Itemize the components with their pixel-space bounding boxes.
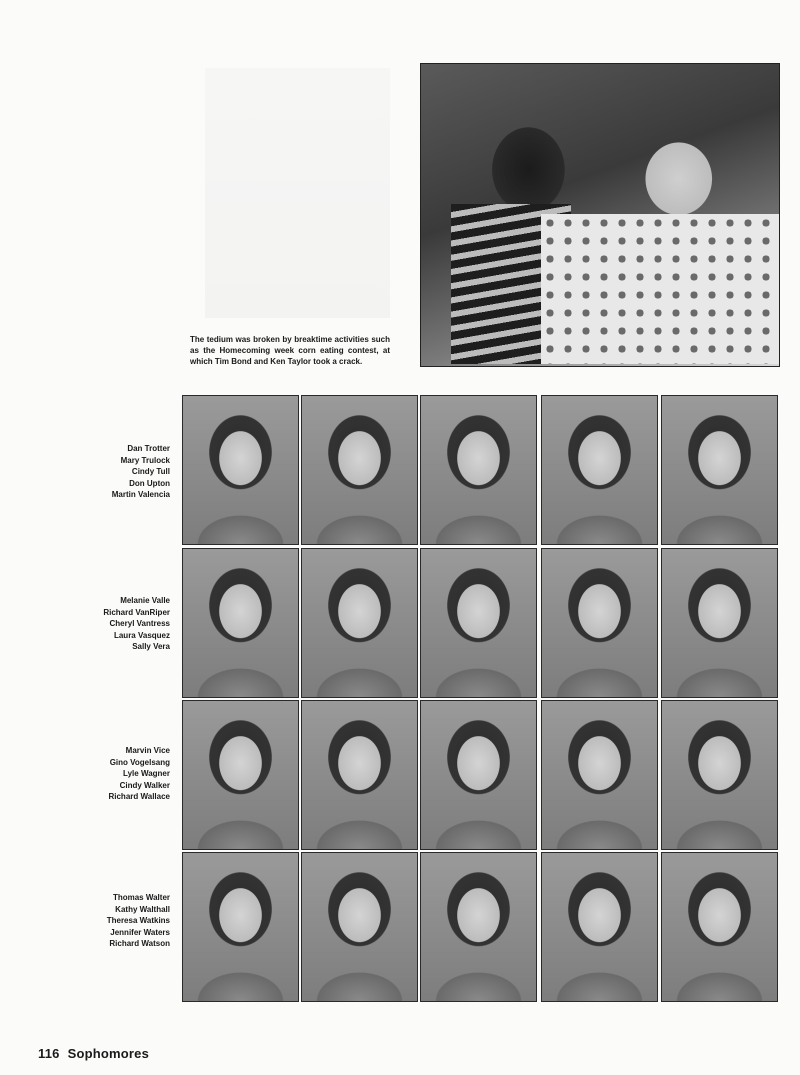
photo-caption: The tedium was broken by breaktime activities such as the Homecoming week corn eating contest, at which Tim Bond and Ken Taylor took a crack. <box>190 335 390 366</box>
student-portrait <box>420 395 537 545</box>
dotted-shirt <box>541 214 779 364</box>
student-portrait <box>661 395 778 545</box>
student-portrait <box>182 700 299 850</box>
student-name: Mary Trulock <box>120 455 170 465</box>
student-name: Melanie Valle <box>120 596 170 605</box>
student-portrait <box>420 548 537 698</box>
student-portrait <box>541 700 658 850</box>
student-portrait <box>541 852 658 1002</box>
student-portrait <box>301 852 418 1002</box>
student-portrait <box>661 852 778 1002</box>
student-portrait <box>661 548 778 698</box>
student-portrait <box>301 548 418 698</box>
student-name: Richard Wallace <box>108 792 170 802</box>
page-footer <box>38 1046 149 1061</box>
student-portrait <box>301 700 418 850</box>
student-name: Dan Trotter <box>127 444 170 453</box>
student-name: Theresa Watkins <box>106 916 170 926</box>
student-name: Richard VanRiper <box>103 607 170 617</box>
bleed-through-area <box>205 68 390 318</box>
student-name: Don Upton <box>129 478 170 488</box>
row-2-names <box>40 595 170 653</box>
page-number: 116 <box>38 1046 60 1061</box>
student-portrait <box>182 395 299 545</box>
student-portrait <box>420 852 537 1002</box>
student-name: Sally Vera <box>132 642 170 652</box>
student-name: Gino Vogelsang <box>109 757 170 767</box>
student-portrait <box>541 548 658 698</box>
student-name: Jennifer Waters <box>110 927 170 937</box>
student-name: Marvin Vice <box>125 746 170 755</box>
student-portrait <box>420 700 537 850</box>
row-1-names <box>40 443 170 501</box>
student-name: Cindy Walker <box>119 780 170 790</box>
student-name: Lyle Wagner <box>123 769 170 779</box>
student-portrait <box>541 395 658 545</box>
student-name: Cindy Tull <box>131 467 170 477</box>
row-4-names <box>40 892 170 950</box>
student-name: Kathy Walthall <box>115 904 170 914</box>
student-name: Laura Vasquez <box>113 630 170 640</box>
student-portrait <box>661 700 778 850</box>
student-name: Thomas Walter <box>112 893 170 902</box>
student-name: Cheryl Vantress <box>109 619 170 629</box>
feature-photo <box>420 63 780 367</box>
student-portrait <box>182 548 299 698</box>
section-title: Sophomores <box>67 1046 150 1061</box>
student-portrait <box>301 395 418 545</box>
student-name: Martin Valencia <box>111 490 170 500</box>
student-portrait <box>182 852 299 1002</box>
student-name: Richard Watson <box>109 939 170 949</box>
row-3-names <box>40 745 170 803</box>
